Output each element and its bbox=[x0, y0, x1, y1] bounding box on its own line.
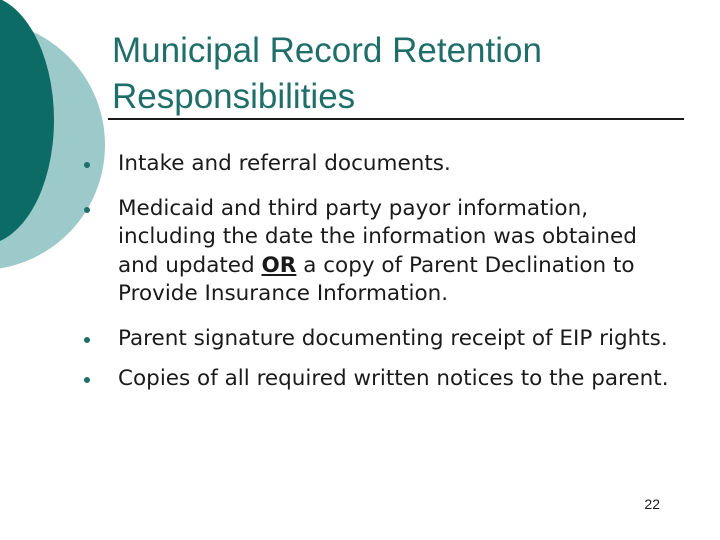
bullet-item bbox=[84, 325, 684, 354]
bullet-item bbox=[84, 365, 684, 394]
bullet-text: Intake and referral documents. bbox=[118, 151, 451, 176]
bullet-dot-icon bbox=[84, 207, 90, 213]
bullet-item bbox=[84, 150, 684, 179]
bullet-text: Parent signature documenting receipt of EIP rights. bbox=[118, 325, 668, 351]
bullet-text: Copies of all required written notices to the parent. bbox=[118, 366, 669, 391]
bullet-text-part: Medicaid and third party payor information, including the date the information was obtained and updated bbox=[118, 195, 637, 278]
bullet-dot-icon bbox=[84, 162, 90, 168]
page-number: 22 bbox=[644, 496, 660, 512]
slide-title: Municipal Record Retention Responsibilities bbox=[112, 31, 542, 116]
bullet-text-part: a copy of Parent Declination to Provide Insurance Information. bbox=[118, 252, 635, 306]
bullet-list bbox=[84, 150, 684, 394]
title-underline bbox=[108, 118, 684, 120]
bullet-dot-icon bbox=[84, 337, 90, 343]
emphasis-or: OR bbox=[261, 252, 297, 278]
bullet-item bbox=[84, 195, 684, 309]
bullet-dot-icon bbox=[84, 377, 90, 383]
